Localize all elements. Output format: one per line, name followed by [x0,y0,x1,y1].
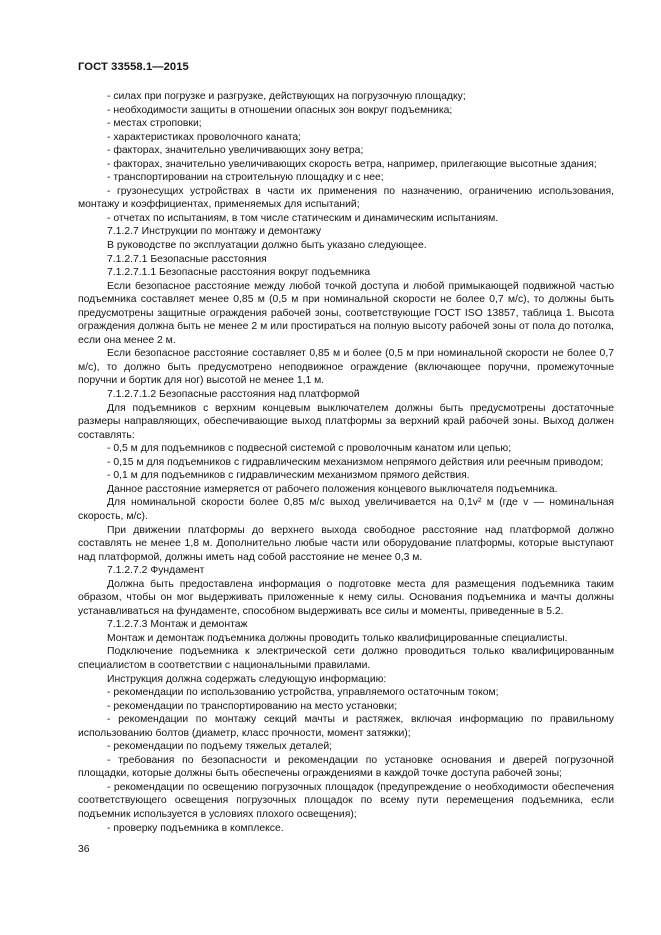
list-item: - необходимости защиты в отношении опасных зон вокруг подъемника; [107,104,453,116]
list-item: - грузонесущих устройствах в части их применения по назначению, ограничению использования, монтажу и коэффициентах, применяемых для испытаний; [78,185,614,211]
paragraph: В руководстве по эксплуатации должно быть указано следующее. [107,240,427,252]
list-item: - силах при погрузке и разгрузке, действующих на погрузочную площадку; [107,91,466,102]
list-item: - рекомендации по монтажу секций мачты и растяжек, включая информацию по правильному использованию болтов (диаметр, класс прочности, момент затяжки); [78,714,614,739]
list-item: - проверку подъемника в комплексе. [107,822,284,834]
list-item: - факторах, значительно увеличивающих зону ветра; [107,145,364,157]
list-item: - требования по безопасности и рекомендации по установке основания и дверей погрузочной площадки, которые должны быть обеспечены ограждениями в каждой точке доступа рабочей зоны; [78,754,614,780]
section-heading: 7.1.2.7.2 Фундамент [107,565,205,577]
list-item: - местах строповки; [107,118,202,130]
paragraph: Для подъемников с верхним концевым выключателем должны быть предусмотрены достаточные размеры направляющих, обеспечивающие выход платформы за верхний край рабочей зоны. Выход должен составлять: [78,402,614,441]
list-item: - 0,15 м для подъемников с гидравлическим механизмом непрямого действия или реечным приводом; [107,456,604,468]
paragraph: Монтаж и демонтаж подъемника должны проводить только квалифицированные специалисты. [107,632,568,644]
section-heading: 7.1.2.7.1.2 Безопасные расстояния над платформой [107,389,360,401]
list-item: - 0,5 м для подъемников с подвесной системой с проволочным канатом или цепью; [107,443,512,455]
section-heading: 7.1.2.7.3 Монтаж и демонтаж [107,619,248,631]
paragraph: Для номинальной скорости более 0,85 м/с выход увеличивается на 0,1v² м (где v — номинальная скорость, м/с). [78,497,614,522]
paragraph: При движении платформы до верхнего выхода свободное расстояние над платформой должно составлять не менее 1,8 м. Дополнительно любые части или оборудование платформы, которые выступают над платформой, должны иметь над собой расстояние не менее 0,3 м. [78,524,614,563]
list-item: - отчетах по испытаниям, в том числе статическим и динамическим испытаниям. [107,212,499,224]
document-body [78,90,614,835]
list-item: - рекомендации по освещению погрузочных площадок (предупреждение о необходимости обеспечения соответствующего освещения погрузочных площадок по всему пути перемещения подъемника, если подъемник используется в условиях плохого освещения); [78,781,614,820]
list-item: - транспортировании на строительную площадку и с нее; [107,172,384,184]
list-item: - рекомендации по подъему тяжелых деталей; [107,741,333,753]
paragraph: Инструкция должна содержать следующую информацию: [107,673,387,685]
section-heading: 7.1.2.7.1.1 Безопасные расстояния вокруг подъемника [107,267,371,279]
paragraph: Если безопасное расстояние составляет 0,85 м и более (0,5 м при номинальной скорости не более 0,7 м/с), то должно быть предусмотрено неподвижное ограждение (включающее поручни, промежуточные поручни и бортик для ног) высотой не менее 1,1 м. [78,348,614,387]
list-item: - характеристиках проволочного каната; [107,131,301,143]
list-item: - 0,1 м для подъемников с гидравлическим механизмом прямого действия. [107,470,470,482]
list-item: - факторах, значительно увеличивающих скорость ветра, например, прилегающие высотные здания; [107,158,597,170]
section-heading: 7.1.2.7.1 Безопасные расстояния [107,253,267,265]
document-header: ГОСТ 33558.1—2015 [78,61,189,73]
paragraph: Данное расстояние измеряется от рабочего положения концевого выключателя подъемника. [107,483,558,495]
paragraph: Если безопасное расстояние между любой точкой доступа и любой примыкающей подвижной частью подъемника составляет менее 0,85 м (0,5 м при номинальной скорости не более 0,7 м/с), то должны быть предусмотрены защитные ограждения рабочей зоны, соответствующие ГОСТ ISO 13857, таблица 1. Высота ограждения должна быть не менее 2 м или простираться на полную высоту рабочей зоны от пола до потолка, если она менее 2 м. [78,280,614,346]
section-heading: 7.1.2.7 Инструкции по монтажу и демонтажу [107,226,322,238]
page-number: 36 [78,844,90,855]
paragraph: Должна быть предоставлена информация о подготовке места для размещения подъемника таким образом, чтобы он мог выдерживать приложенные к нему силы. Основания подъемника и мачты должны устанавливаться на фундаменте, способном выдерживать все силы и моменты, приведенные в 5.2. [78,578,614,617]
list-item: - рекомендации по транспортированию на место установки; [107,700,398,712]
list-item: - рекомендации по использованию устройства, управляемого остаточным током; [107,687,499,699]
paragraph: Подключение подъемника к электрической сети должно проводиться только квалифицированным специалистом в соответствии с национальными правилами. [78,646,614,671]
